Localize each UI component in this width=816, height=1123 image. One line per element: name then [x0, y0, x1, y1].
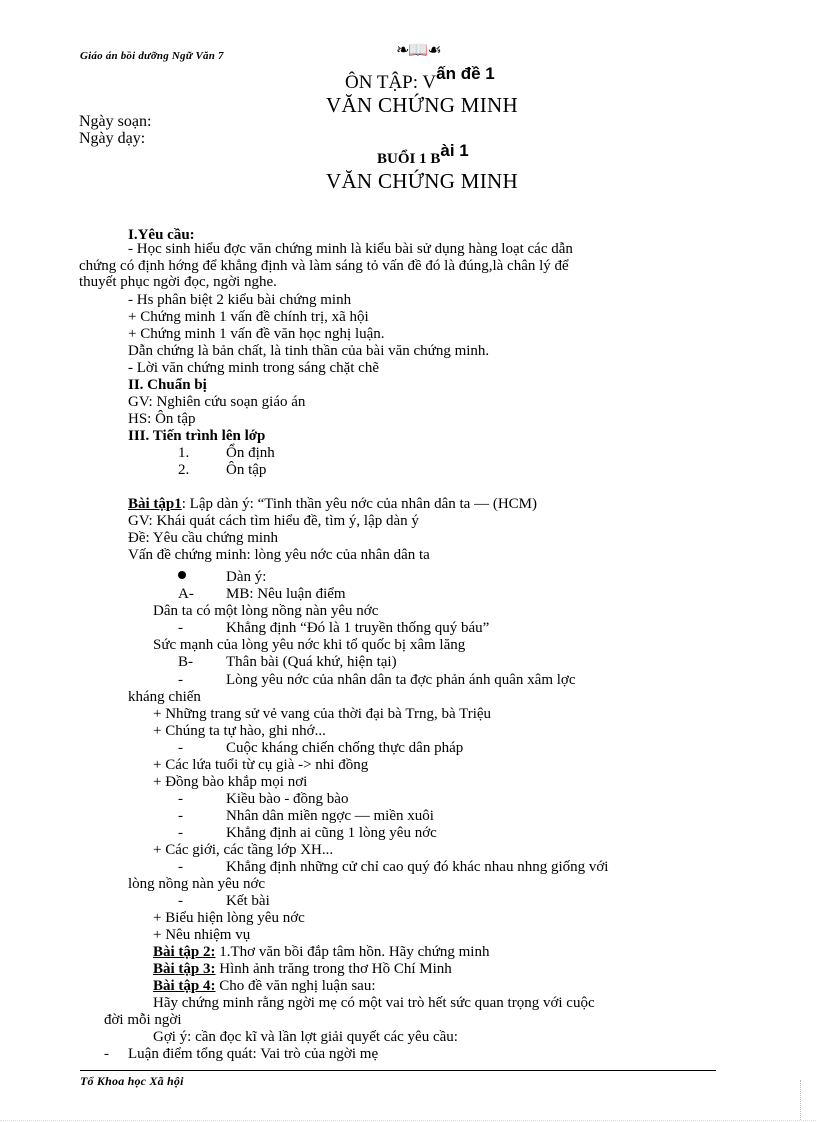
list-text: Thân bài (Quá khứ, hiện tại)	[226, 654, 397, 670]
list-text: Ổn định	[226, 445, 275, 461]
text-line: + Các lứa tuổi từ cụ già -> nhi đồng	[153, 757, 369, 773]
list-item	[178, 620, 490, 637]
footer-left: Tổ Khoa học Xã hội	[80, 1074, 184, 1088]
list-text: Ôn tập	[226, 462, 267, 478]
list-item	[178, 808, 434, 825]
ngay-day: Ngày dạy:	[79, 130, 146, 147]
exercise-4	[153, 978, 376, 995]
footer-divider	[80, 1070, 716, 1071]
exercise-label: Bài tập1	[128, 496, 182, 512]
section-yeu-cau: I.Yêu cầu:	[128, 227, 195, 243]
text-line: + Đồng bào khắp mọi nơi	[153, 774, 308, 790]
exercise-3	[153, 961, 452, 978]
text-line: - Học sinh hiểu đợc văn chứng minh là kiểu bài sử dụng hàng loạt các dẫn	[128, 241, 573, 257]
exercise-label: Bài tập 3:	[153, 961, 216, 977]
text-line: Hãy chứng minh rằng ngời mẹ có một vai trò hết sức quan trọng với cuộc	[153, 995, 595, 1011]
list-dash: -	[104, 1046, 109, 1062]
page-bottom-marker	[0, 1120, 816, 1121]
text-line: Sức mạnh của lòng yêu nớc khi tổ quốc bị xâm lăng	[153, 637, 466, 653]
title-prefix: ÔN TẬP: V	[345, 72, 437, 93]
text-line: Gợi ý: cần đọc kĩ và lần lợt giải quyết các yêu cầu:	[153, 1029, 458, 1045]
text-line: + Chứng minh 1 vấn đề văn học nghị luận.	[128, 326, 385, 342]
list-dash: -	[178, 740, 183, 756]
text-line: HS: Ôn tập	[128, 411, 196, 427]
lesson-prefix: BUỔI 1 B	[377, 151, 441, 167]
list-text: Khẳng định những cử chỉ cao quý đó khác nhau nhng giống với	[226, 859, 609, 875]
exercise-label: Bài tập 4:	[153, 978, 216, 994]
lesson-line1	[377, 141, 469, 168]
lesson-sup: ài 1	[440, 141, 469, 160]
text-line: thuyết phục ngời đọc, ngời nghe.	[79, 274, 277, 290]
exercise-text: Cho đề văn nghị luận sau:	[215, 978, 376, 994]
text-line: lòng nồng nàn yêu nớc	[128, 876, 266, 892]
text-line: GV: Nghiên cứu soạn giáo án	[128, 394, 306, 410]
bullet-icon	[178, 571, 186, 579]
text-line: + Các giới, các tầng lớp XH...	[153, 842, 334, 858]
text-line: - Hs phân biệt 2 kiểu bài chứng minh	[128, 292, 352, 308]
list-dash: -	[178, 791, 183, 807]
list-number: 1.	[178, 445, 190, 461]
text-line: + Những trang sử vẻ vang của thời đại bà Trng, bà Triệu	[153, 706, 492, 722]
text-line: GV: Khái quát cách tìm hiểu đề, tìm ý, lập dàn ý	[128, 513, 419, 529]
text-line: + Chứng minh 1 vấn đề chính trị, xã hội	[128, 309, 369, 325]
title-line1	[345, 64, 495, 94]
page-edge-marker	[800, 1080, 801, 1120]
ornament-icon: ❧📖☙	[396, 42, 441, 59]
text-line: + Nêu nhiệm vụ	[153, 927, 251, 943]
list-item	[178, 791, 349, 808]
exercise-2	[153, 944, 489, 961]
list-item	[178, 569, 267, 586]
list-item	[178, 825, 437, 842]
exercise-label: Bài tập 2:	[153, 944, 216, 960]
list-dash: -	[178, 893, 183, 909]
title-sup: ấn đề 1	[436, 64, 495, 83]
exercise-text: Hình ảnh trăng trong thơ Hồ Chí Minh	[215, 961, 452, 977]
list-text: MB: Nêu luận điểm	[226, 586, 346, 602]
text-line: chứng có định hớng để khẳng định và làm sáng tỏ vấn đề đó là đúng,là chân lý để	[79, 258, 569, 274]
text-line: + Biểu hiện lòng yêu nớc	[153, 910, 305, 926]
list-item	[104, 1046, 379, 1063]
list-text: Khẳng định “Đó là 1 truyền thống quý báu”	[226, 620, 490, 636]
title-line2: VĂN CHỨNG MINH	[326, 93, 518, 117]
list-text: Nhân dân miền ngợc — miền xuôi	[226, 808, 434, 824]
list-number: B-	[178, 654, 193, 670]
text-line: đời mỗi ngời	[104, 1012, 182, 1028]
list-text: Khẳng định ai cũng 1 lòng yêu nớc	[226, 825, 437, 841]
list-dash: -	[178, 620, 183, 636]
list-item	[178, 672, 576, 689]
list-number: 2.	[178, 462, 190, 478]
list-item	[178, 893, 270, 910]
text-line: + Chúng ta tự hào, ghi nhớ...	[153, 723, 326, 739]
list-number: A-	[178, 586, 194, 602]
exercise-1	[128, 496, 537, 513]
section-chuan-bi: II. Chuẩn bị	[128, 377, 207, 393]
list-item	[178, 859, 609, 876]
text-line: Vấn đề chứng minh: lòng yêu nớc của nhân dân ta	[128, 547, 430, 563]
list-item	[178, 740, 464, 757]
list-text: Dàn ý:	[226, 569, 267, 585]
list-item	[178, 586, 346, 603]
text-line: Dân ta có một lòng nồng nàn yêu nớc	[153, 603, 379, 619]
list-item	[178, 654, 397, 671]
list-item	[178, 445, 275, 462]
list-item	[178, 462, 267, 479]
header-left: Giáo án bồi dưỡng Ngữ Văn 7	[80, 50, 224, 62]
list-text: Kết bài	[226, 893, 270, 909]
list-dash: -	[178, 859, 183, 875]
list-text: Cuộc kháng chiến chống thực dân pháp	[226, 740, 464, 756]
ngay-soan: Ngày soạn:	[79, 113, 152, 130]
lesson-title: VĂN CHỨNG MINH	[326, 169, 518, 193]
list-text: Kiều bào - đồng bào	[226, 791, 349, 807]
list-text: Luận điểm tổng quát: Vai trò của ngời mẹ	[128, 1046, 379, 1062]
text-line: Dẫn chứng là bản chất, là tinh thần của bài văn chứng minh.	[128, 343, 490, 359]
text-line: - Lời văn chứng minh trong sáng chặt chẽ	[128, 360, 379, 376]
list-dash: -	[178, 825, 183, 841]
exercise-text: 1.Thơ văn bồi đắp tâm hồn. Hãy chứng minh	[215, 944, 490, 960]
exercise-text: : Lập dàn ý: “Tinh thần yêu nớc của nhân dân ta — (HCM)	[181, 496, 537, 512]
section-tien-trinh: III. Tiến trình lên lớp	[128, 428, 266, 444]
list-dash: -	[178, 808, 183, 824]
text-line: kháng chiến	[128, 689, 201, 705]
list-text: Lòng yêu nớc của nhân dân ta đợc phản ánh quân xâm lợc	[226, 672, 576, 688]
text-line: Đề: Yêu cầu chứng minh	[128, 530, 279, 546]
list-dash: -	[178, 672, 183, 688]
